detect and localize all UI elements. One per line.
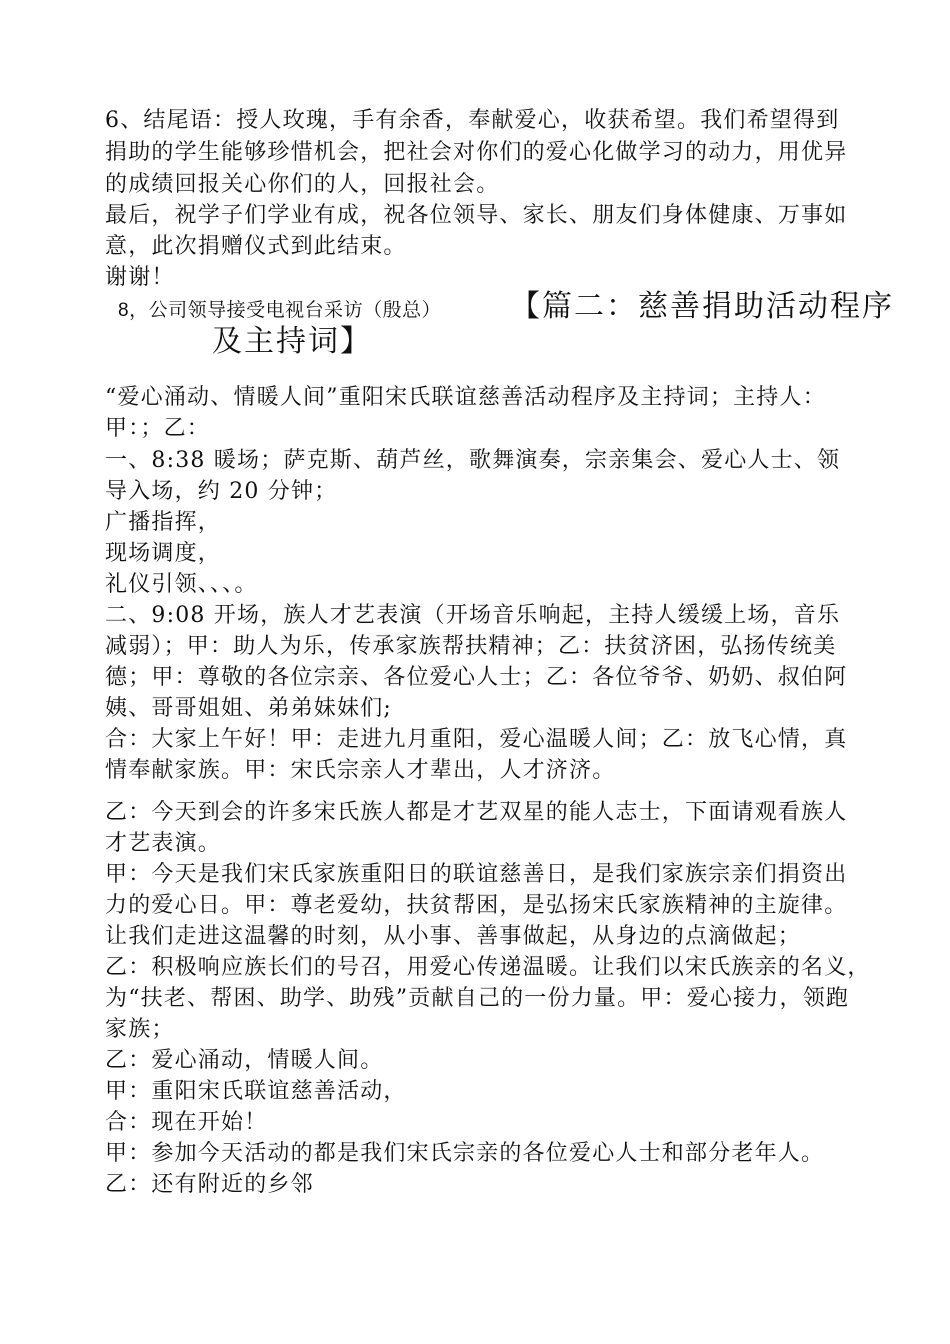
text-line: 意，此次捐赠仪式到此结束。 bbox=[105, 234, 407, 259]
text-line: 捐助的学生能够珍惜机会，把社会对你们的爱心化做学习的动力，用优异 bbox=[105, 140, 848, 165]
text-line: 乙：今天到会的许多宋氏族人都是才艺双星的能人志士，下面请观看族人 bbox=[105, 800, 848, 825]
text-line: 二、9:08 开场，族人才艺表演（开场音乐响起，主持人缓缓上场，音乐 bbox=[105, 603, 841, 628]
text-line: 甲：参加今天活动的都是我们宋氏宗亲的各位爱心人士和部分老年人。 bbox=[105, 1141, 825, 1166]
text-line: 才艺表演。 bbox=[105, 831, 222, 856]
text-line: 合：现在开始！ bbox=[105, 1110, 268, 1135]
text-line: 6、结尾语：授人玫瑰，手有余香，奉献爱心，收获希望。我们希望得到 bbox=[105, 108, 840, 133]
text-line: 德；甲：尊敬的各位宗亲、各位爱心人士；乙：各位爷爷、奶奶、叔伯阿 bbox=[105, 665, 848, 690]
text-line: 乙：还有附近的乡邻 bbox=[105, 1172, 314, 1197]
text-line: 广播指挥， bbox=[105, 510, 222, 535]
section-title: 【篇二：慈善捐助活动程序 bbox=[510, 289, 894, 324]
text-line: 甲：；乙： bbox=[105, 416, 211, 441]
text-line: 情奉献家族。甲：宋氏宗亲人才辈出，人才济济。 bbox=[105, 758, 616, 783]
text-line: 减弱）；甲：助人为乐，传承家族帮扶精神；乙：扶贫济困，弘扬传统美 bbox=[105, 634, 837, 659]
text-line: 甲：今天是我们宋氏家族重阳日的联谊慈善日，是我们家族宗亲们捐资出 bbox=[105, 862, 848, 887]
text-line: “爱心涌动、情暖人间”重阳宋氏联谊慈善活动程序及主持词；主持人： bbox=[105, 385, 826, 410]
section-prefix: 8，公司领导接受电视台采访（殷总） bbox=[118, 300, 442, 321]
text-line: 为“扶老、帮困、助学、助残”贡献自己的一份力量。甲：爱心接力，领跑 bbox=[105, 986, 850, 1011]
text-line: 让我们走进这温馨的时刻，从小事、善事做起，从身边的点滴做起； bbox=[105, 924, 802, 949]
text-line: 乙：积极响应族长们的号召，用爱心传递温暖。让我们以宋氏族亲的名义， bbox=[105, 955, 871, 980]
text-line: 现场调度， bbox=[105, 541, 222, 566]
text-line: 的成绩回报关心你们的人，回报社会。 bbox=[105, 172, 500, 197]
text-line: 乙：爱心涌动，情暖人间。 bbox=[105, 1048, 384, 1073]
text-line: 导入场，约 20 分钟； bbox=[105, 479, 338, 504]
section-title-cont: 及主持词】 bbox=[212, 324, 372, 359]
text-line: 合：大家上午好！甲：走进九月重阳，爱心温暖人间；乙：放飞心情，真 bbox=[105, 727, 848, 752]
text-line: 姨、哥哥姐姐、弟弟妹妹们; bbox=[105, 696, 393, 721]
text-line: 家族； bbox=[105, 1017, 175, 1042]
text-line: 甲：重阳宋氏联谊慈善活动， bbox=[105, 1079, 407, 1104]
text-line: 力的爱心日。甲：尊老爱幼，扶贫帮困，是弘扬宋氏家族精神的主旋律。 bbox=[105, 893, 848, 918]
text-line: 一、8:38 暖场；萨克斯、葫芦丝，歌舞演奏，宗亲集会、爱心人士、领 bbox=[105, 448, 841, 473]
text-line: 礼仪引领、、、。 bbox=[105, 572, 258, 597]
text-line: 谢谢！ bbox=[105, 265, 175, 290]
text-line: 最后，祝学子们学业有成，祝各位领导、家长、朋友们身体健康、万事如 bbox=[105, 203, 848, 228]
